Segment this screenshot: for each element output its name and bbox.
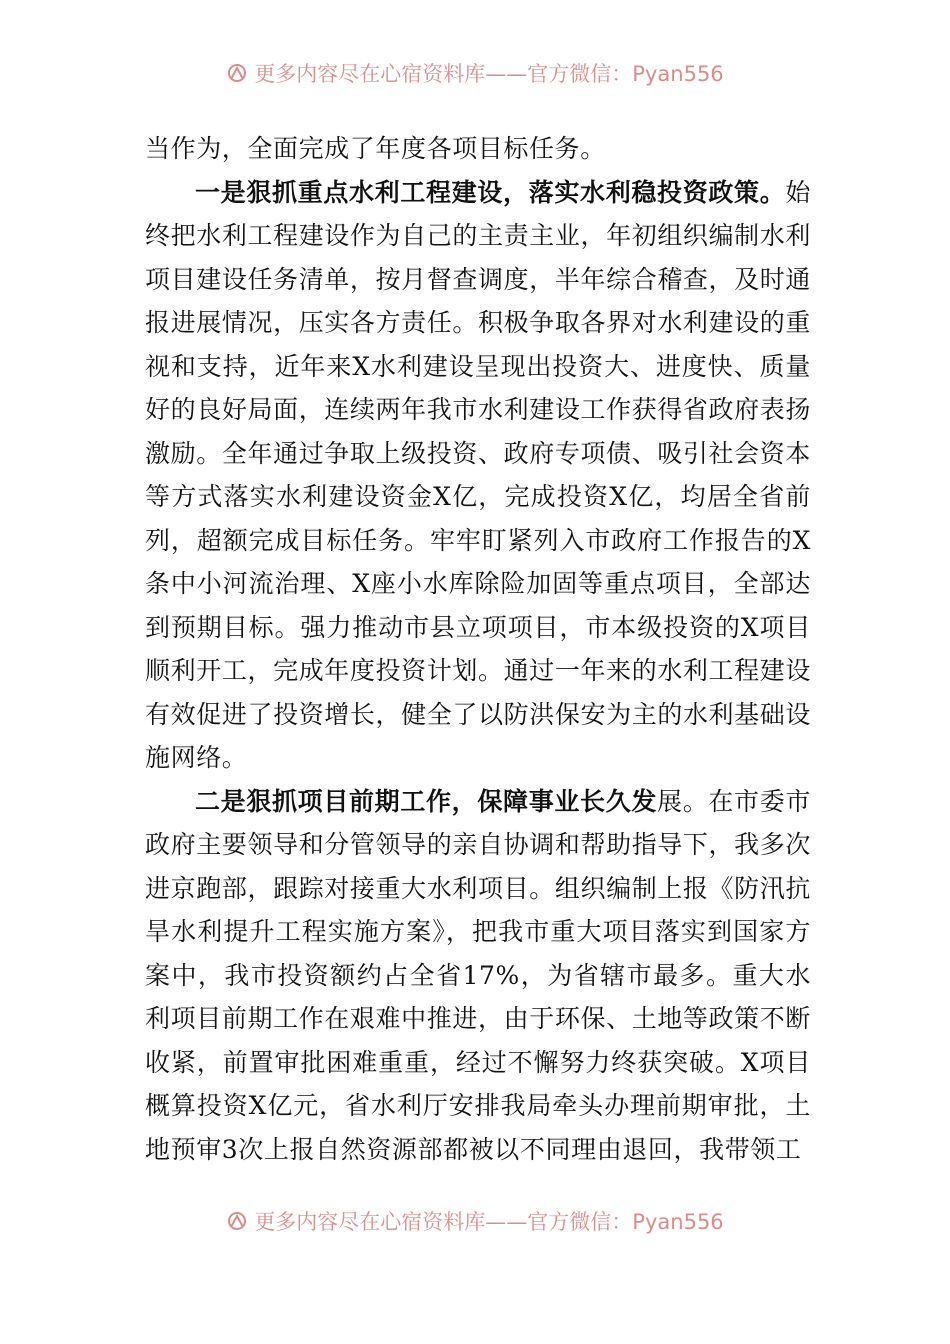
watermark-text: 更多内容尽在心宿资料库——官方微信：Pyan556 — [254, 62, 724, 86]
header-watermark — [0, 58, 950, 88]
watermark-text: 更多内容尽在心宿资料库——官方微信：Pyan556 — [254, 1210, 724, 1234]
paragraph-text: 展。在市委市政府主要领导和分管领导的亲自协调和帮助指导下，我多次进京跑部，跟踪对接重大水利项目。组织编制上报《防汛抗旱水利提升工程实施方案》，把我市重大项目落实到国家方案中，我市投资额约占全省17%，为省辖市最多。重大水利项目前期工作在艰难中推进，由于环保、土地等政策不断收紧，前置审批困难重重，经过不懈努力终获突破。X项目概算投资X亿元，省水利厅安排我局牵头办理前期审批，土地预审3次上报自然资源部都被以不同理由退回，我带领工 — [145, 786, 811, 1164]
paragraph-text: 当作为，全面完成了年度各项目标任务。 — [145, 134, 606, 163]
footer-watermark — [0, 1206, 950, 1236]
watermark-logo-icon — [226, 1210, 248, 1232]
watermark-logo-icon — [226, 62, 248, 84]
paragraph-item-1 — [145, 171, 811, 780]
document-body — [145, 127, 811, 1171]
paragraph-text: 始终把水利工程建设作为自己的主责主业，年初组织编制水利项目建设任务清单，按月督查调度，半年综合稽查，及时通报进展情况，压实各方责任。积极争取各界对水利建设的重视和支持，近年来X水利建设呈现出投资大、进度快、质量好的良好局面，连续两年我市水利建设工作获得省政府表扬激励。全年通过争取上级投资、政府专项债、吸引社会资本等方式落实水利建设资金X亿，完成投资X亿，均居全省前列，超额完成目标任务。牢牢盯紧列入市政府工作报告的X条中小河流治理、X座小水库除险加固等重点项目，全部达到预期目标。强力推动市县立项项目，市本级投资的X项目顺利开工，完成年度投资计划。通过一年来的水利工程建设有效促进了投资增长，健全了以防洪保安为主的水利基础设施网络。 — [145, 177, 811, 772]
paragraph-heading: 二是狠抓项目前期工作，保障事业长久发 — [195, 786, 658, 816]
paragraph-heading: 一是狠抓重点水利工程建设，落实水利稳投资政策。 — [195, 177, 786, 207]
paragraph-continuation — [145, 127, 811, 171]
paragraph-item-2 — [145, 780, 811, 1172]
